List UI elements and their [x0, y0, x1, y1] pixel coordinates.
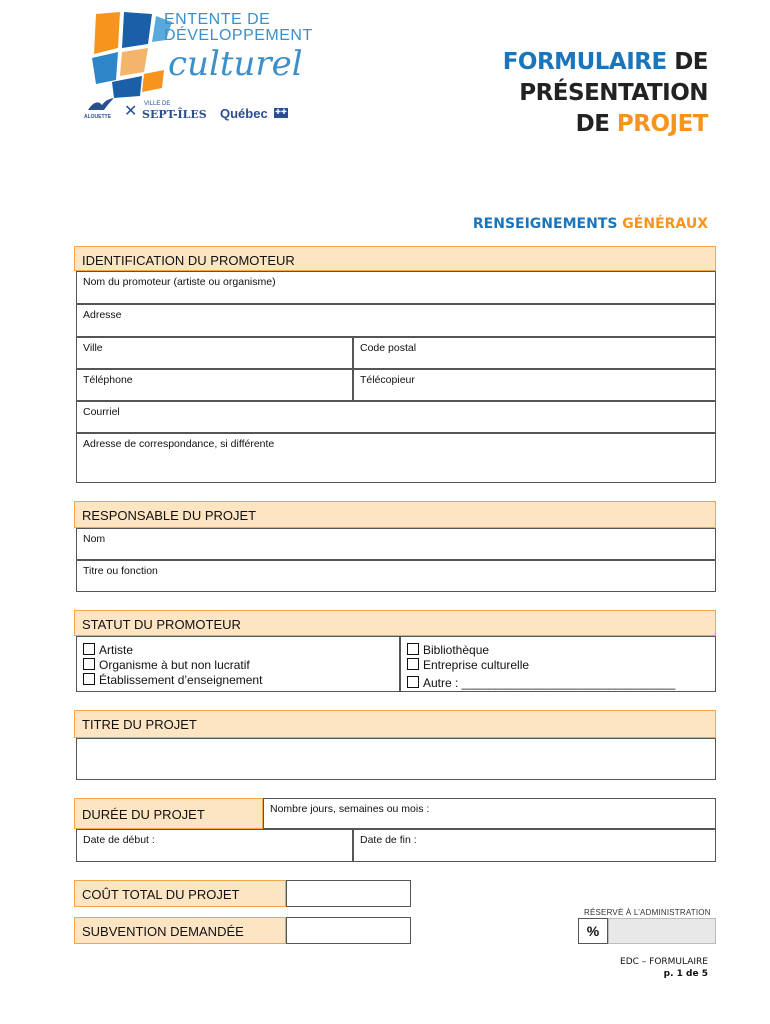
correspondence-address-field[interactable]: Adresse de correspondance, si différente	[76, 433, 716, 483]
alouette-bird-icon	[86, 96, 116, 114]
logo-line-2: DÉVELOPPEMENT	[164, 27, 313, 44]
phone-field[interactable]: Téléphone	[76, 369, 353, 401]
sponsor-sept-iles: SEPT-ÎLES	[142, 108, 207, 121]
checkbox-icon[interactable]	[83, 673, 95, 685]
checkbox-artiste[interactable]: Artiste	[83, 643, 399, 658]
responsable-name-field[interactable]: Nom	[76, 528, 716, 560]
duree-heading: DURÉE DU PROJET	[74, 798, 263, 829]
responsable-heading: RESPONSABLE DU PROJET	[74, 501, 716, 528]
checkbox-entreprise[interactable]: Entreprise culturelle	[407, 658, 715, 673]
statut-left-box	[76, 636, 400, 692]
sponsor-ville-de: VILLE DE	[144, 101, 171, 107]
checkbox-autre[interactable]: Autre : ________________________________	[407, 676, 715, 691]
project-title-field[interactable]	[76, 738, 716, 780]
duration-count-field[interactable]: Nombre jours, semaines ou mois :	[263, 798, 716, 829]
responsable-title-field[interactable]: Titre ou fonction	[76, 560, 716, 592]
page-title: FORMULAIRE DE PRÉSENTATION DE PROJET	[502, 49, 708, 137]
sponsor-alouette: ALOUETTE	[84, 114, 111, 120]
cout-heading: COÛT TOTAL DU PROJET	[74, 880, 286, 907]
checkbox-bibliotheque[interactable]: Bibliothèque	[407, 643, 715, 658]
start-date-field[interactable]: Date de début :	[76, 829, 353, 862]
checkbox-icon[interactable]	[407, 676, 419, 688]
checkbox-icon[interactable]	[407, 658, 419, 670]
footer	[620, 957, 708, 979]
admin-percent-label: %	[578, 918, 608, 944]
titre-projet-heading: TITRE DU PROJET	[74, 710, 716, 738]
sponsor-logos	[84, 96, 304, 126]
admin-reserved-field	[608, 918, 716, 944]
page-number: p. 1 de 5	[663, 969, 708, 979]
checkbox-etablissement[interactable]: Établissement d’enseignement	[83, 673, 399, 688]
quebec-flag-icon: ✚✚	[275, 109, 287, 116]
admin-label: RÉSERVÉ À L’ADMINISTRATION	[584, 908, 711, 917]
section-heading: RENSEIGNEMENTS GÉNÉRAUX	[472, 216, 708, 232]
address-field[interactable]: Adresse	[76, 304, 716, 337]
footer-doc-id: EDC – FORMULAIRE	[620, 957, 708, 967]
checkbox-icon[interactable]	[83, 658, 95, 670]
promoteur-heading: IDENTIFICATION DU PROMOTEUR	[74, 246, 716, 271]
total-cost-field[interactable]	[286, 880, 411, 907]
postal-code-field[interactable]: Code postal	[353, 337, 716, 369]
fax-field[interactable]: Télécopieur	[353, 369, 716, 401]
logo-script: culturel	[168, 44, 303, 84]
statut-right-box	[400, 636, 716, 692]
city-field[interactable]: Ville	[76, 337, 353, 369]
subvention-heading: SUBVENTION DEMANDÉE	[74, 917, 286, 944]
end-date-field[interactable]: Date de fin :	[353, 829, 716, 862]
sept-iles-icon: ✕	[124, 103, 138, 120]
checkbox-icon[interactable]	[83, 643, 95, 655]
logo-line-1: ENTENTE DE	[164, 11, 271, 28]
sponsor-quebec: Québec	[220, 106, 268, 121]
email-field[interactable]: Courriel	[76, 401, 716, 433]
statut-heading: STATUT DU PROMOTEUR	[74, 610, 716, 636]
grant-requested-field[interactable]	[286, 917, 411, 944]
checkbox-icon[interactable]	[407, 643, 419, 655]
logo-mark-icon	[82, 10, 174, 102]
promoteur-name-field[interactable]: Nom du promoteur (artiste ou organisme)	[76, 271, 716, 304]
checkbox-organisme[interactable]: Organisme à but non lucratif	[83, 658, 399, 673]
